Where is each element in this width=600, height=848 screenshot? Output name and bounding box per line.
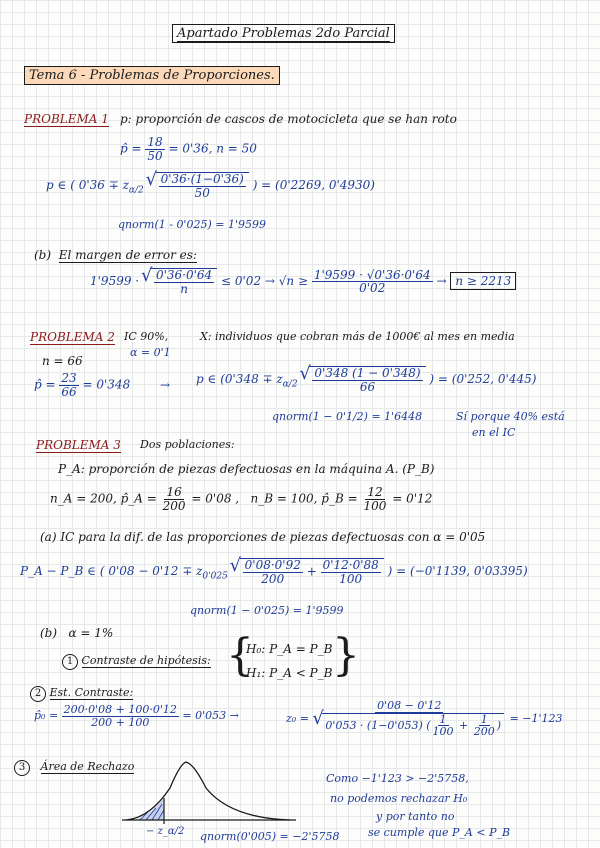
problem-3-intro: Dos poblaciones: <box>140 438 235 451</box>
problem-3-step-2: 2 Est. Contraste: <box>30 686 133 702</box>
problem-3-label: PROBLEMA 3 <box>36 438 121 452</box>
problem-2-note: Sí porque 40% está <box>456 410 565 423</box>
problem-2-note-2: en el IC <box>472 426 516 439</box>
problem-2-phat: p̂ = $\frac{23}{66}$ = 0'348 <box>34 371 131 399</box>
section-heading: Tema 6 - Problemas de Proporciones. <box>24 66 280 85</box>
problem-2-n: n = 66 <box>42 354 83 368</box>
problem-2-interval: p ∈ ($0'348 \mp z_{\alpha/2}$ √ $\frac{0'348 (1 - 0'348)}{66}$ ) = (0'252, 0'445) <box>196 366 536 393</box>
problem-3-h1: H₁: P_A < P_B <box>246 666 333 680</box>
problem-3-part-b: (b) α = 1% <box>40 626 114 640</box>
problem-3-z0: z₀ = 0'08 − 0'12 √ 0'053 · (1−0'053) ( $\frac{1}{100}$ + $\frac{1}{200}$ ) = −1'123 <box>286 700 563 738</box>
rejection-region-diagram <box>120 754 300 830</box>
problem-3-pa-definition: P_A: proporción de piezas defectuosas en la máquina A. (P_B) <box>58 462 435 476</box>
problem-1-interval: p ∈ ( $0'36 \mp z_{\alpha/2}$ √ $\frac{0'36\cdot(1-0'36)}{50}$ ) = (0'2269, 0'4930) <box>46 172 375 199</box>
problem-3-samples: n_A = 200, p̂_A = $\frac{16}{200}$ = 0'08 , n_B = 100, p̂_B = $\frac{12}{100}$ = 0'12 <box>50 485 433 513</box>
problem-3-qnorm: qnorm(1 − 0'025) = 1'9599 <box>190 604 344 617</box>
problem-3-pooled: p̂₀ = $\frac{200\cdot 0'08 + 100\cdot 0'12}{200 + 100}$ = 0'053 → <box>34 703 239 729</box>
hypothesis-left-brace: { <box>226 630 254 681</box>
problem-1-part-b: (b) El margen de error es: <box>34 248 197 262</box>
problem-3-conclusion-1: Como −1'123 > −2'5758, <box>326 772 469 785</box>
problem-3-conclusion-3: y por tanto no <box>376 810 455 823</box>
page-title: Apartado Problemas 2do Parcial <box>172 24 395 43</box>
problem-2-label: PROBLEMA 2 <box>30 330 115 344</box>
problem-1-qnorm: qnorm(1 - 0'025) = 1'9599 <box>118 218 266 231</box>
problem-3-conclusion-2: no podemos rechazar H₀ <box>330 792 468 805</box>
problem-3-step-3: 3 Área de Rechazo <box>14 760 134 776</box>
problem-2-definition: X: individuos que cobran más de 1000€ al mes en media <box>200 330 515 343</box>
problem-1-phat: p̂ = $\frac{18}{50}$ = 0'36, n = 50 <box>120 135 257 163</box>
problem-1-label: PROBLEMA 1 <box>24 112 109 126</box>
problem-3-part-a: (a) IC para la dif. de las proporciones de piezas defectuosas con α = 0'05 <box>40 530 486 544</box>
critical-value-label: − z_α/2 <box>146 826 185 837</box>
problem-2-qnorm: qnorm(1 − 0'1/2) = 1'6448 <box>272 410 423 423</box>
problem-3-interval: P_A − P_B ∈ ( $0'08 - 0'12 \mp z_{0'025}$ √ $\frac{0'08\cdot 0'92}{200}$ + $\frac{0'12\cdot 0'88}{100}$ ) = (−0'1139, 0'03395) <box>20 558 528 585</box>
problem-2-arrow: → <box>160 378 171 392</box>
hypothesis-right-brace: } <box>332 630 360 681</box>
problem-3-conclusion-4: se cumple que P_A < P_B <box>368 826 511 839</box>
problem-1-definition: p: proporción de cascos de motocicleta que se han roto <box>120 112 457 126</box>
problem-3-step-1: 1 Contraste de hipótesis: <box>62 654 211 670</box>
normal-curve <box>126 762 290 820</box>
problem-3-qnorm-2: qnorm(0'005) = −2'5758 <box>200 830 340 843</box>
problem-3-h0: H₀: P_A = P_B <box>246 642 333 656</box>
problem-2-alpha: α = 0'1 <box>130 346 171 359</box>
problem-2-confidence: IC 90%, <box>124 330 169 343</box>
problem-1-result: n ≥ 2213 <box>450 272 516 290</box>
problem-1-margin: 1'9599 · √ $\frac{0'36\cdot 0'64}{n}$ ≤ 0'02 → √n ≥ $\frac{1'9599 \cdot √0'36\cdot 0'64}{0'02}$ → n ≥ 2213 <box>90 268 516 295</box>
